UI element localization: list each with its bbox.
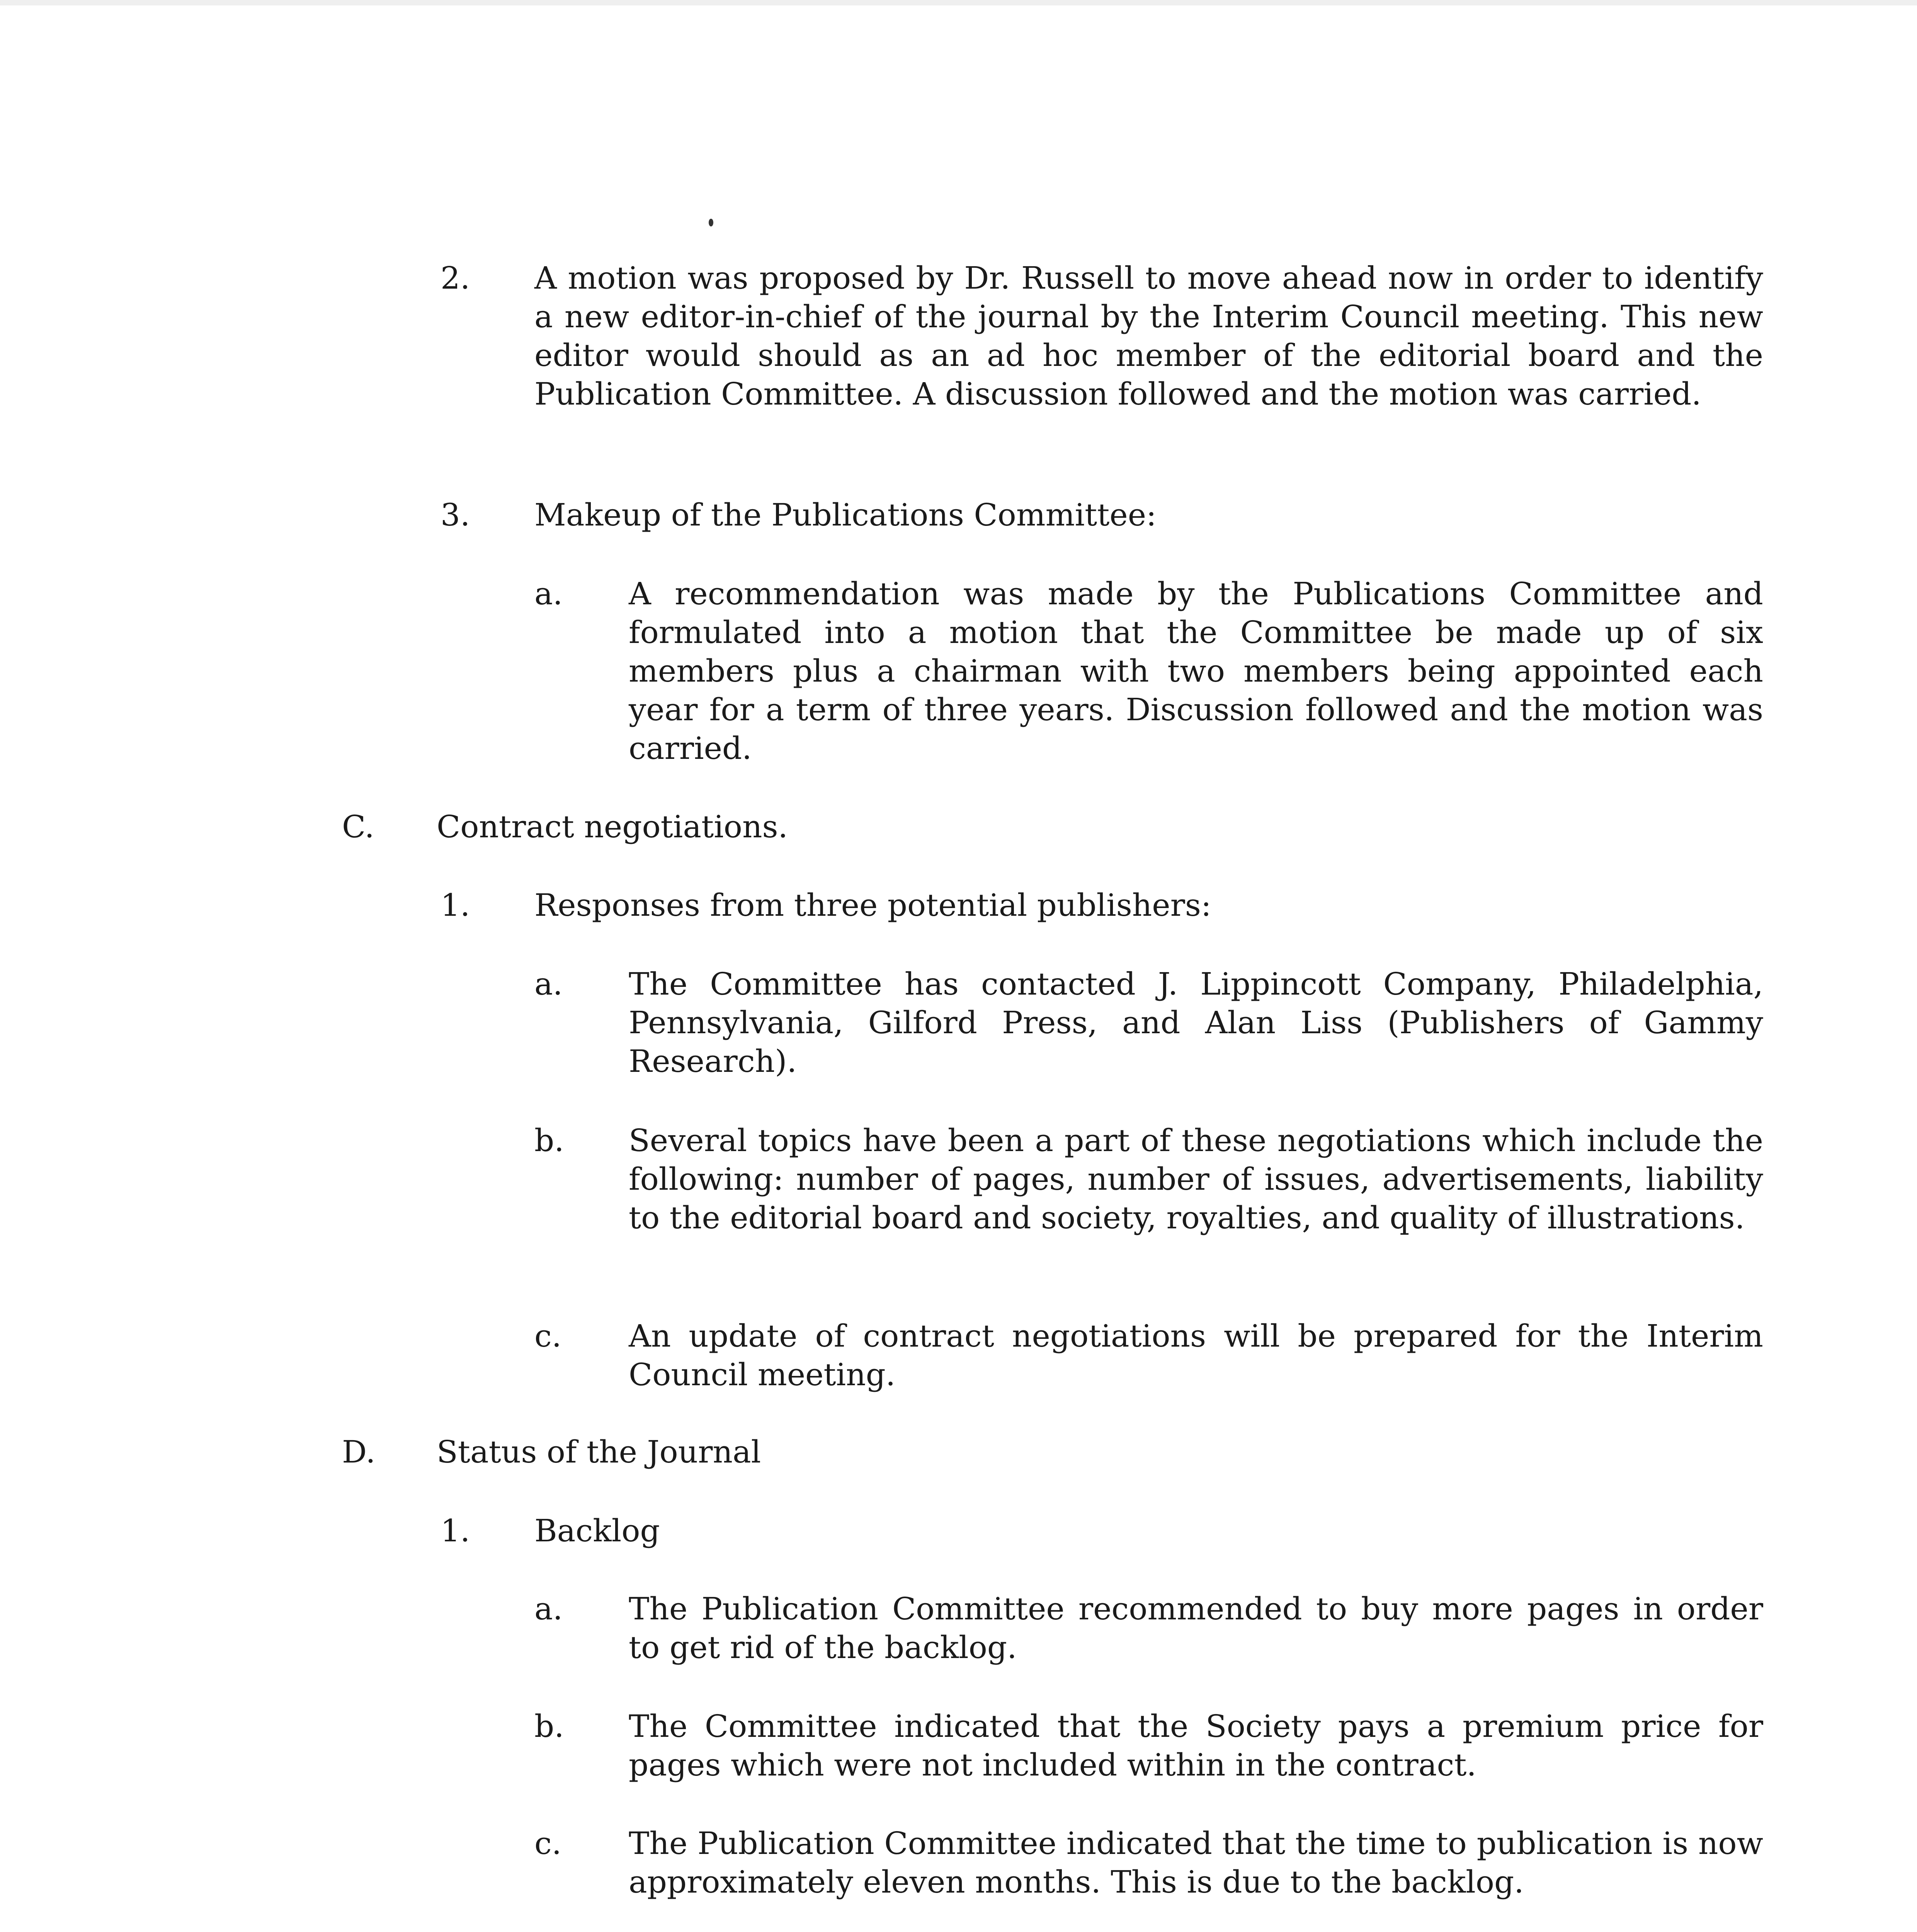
scan-speck bbox=[709, 219, 713, 226]
section-label: D. bbox=[342, 1434, 376, 1470]
item-label: b. bbox=[534, 1122, 564, 1158]
item-label: a. bbox=[534, 1591, 563, 1627]
section-heading: Status of the Journal bbox=[437, 1434, 761, 1470]
item-text: The Publication Committee indicated that the time to publication is now approximately eleven months. This is due to the backlog. bbox=[629, 1825, 1763, 1900]
item-text: Responses from three potential publishers: bbox=[534, 887, 1211, 923]
item-text: The Publication Committee recommended to buy more pages in order to get rid of the backlog. bbox=[629, 1591, 1763, 1665]
item-text: A motion was proposed by Dr. Russell to move ahead now in order to identify a new editor-in-chief of the journal by the Interim Council meeting. This new editor would should as an ad hoc member of the editorial board and the Publication Committee. A discussion followed and the motion was carried. bbox=[534, 260, 1763, 412]
item-label: a. bbox=[534, 576, 563, 612]
scan-edge bbox=[0, 0, 1917, 5]
item-text: Makeup of the Publications Committee: bbox=[534, 497, 1157, 533]
item-text: A recommendation was made by the Publications Committee and formulated into a motion that the Committee be made up of six members plus a chairman with two members being appointed each year for a term of three years. Discussion followed and the motion was carried. bbox=[629, 576, 1763, 766]
item-label: 2. bbox=[441, 260, 470, 296]
section-label: C. bbox=[342, 809, 374, 845]
item-text: Backlog bbox=[534, 1513, 660, 1549]
item-label: c. bbox=[534, 1825, 562, 1861]
item-text: An update of contract negotiations will be prepared for the Interim Council meeting. bbox=[629, 1318, 1763, 1393]
item-text: Several topics have been a part of these negotiations which include the following: number of pages, number of issues, advertisements, liability to the editorial board and society, royalties, and quality of illustrations. bbox=[629, 1122, 1763, 1236]
item-label: c. bbox=[534, 1318, 562, 1354]
item-label: 3. bbox=[441, 497, 470, 533]
item-label: b. bbox=[534, 1708, 564, 1744]
item-label: 1. bbox=[441, 1513, 470, 1549]
item-text: The Committee indicated that the Society pays a premium price for pages which were not included within in the contract. bbox=[629, 1708, 1763, 1783]
section-heading: Contract negotiations. bbox=[437, 809, 788, 845]
item-label: 1. bbox=[441, 887, 470, 923]
item-label: a. bbox=[534, 966, 563, 1002]
item-text: The Committee has contacted J. Lippincott Company, Philadelphia, Pennsylvania, Gilford Press, and Alan Liss (Publishers of Gammy Research). bbox=[629, 966, 1763, 1079]
